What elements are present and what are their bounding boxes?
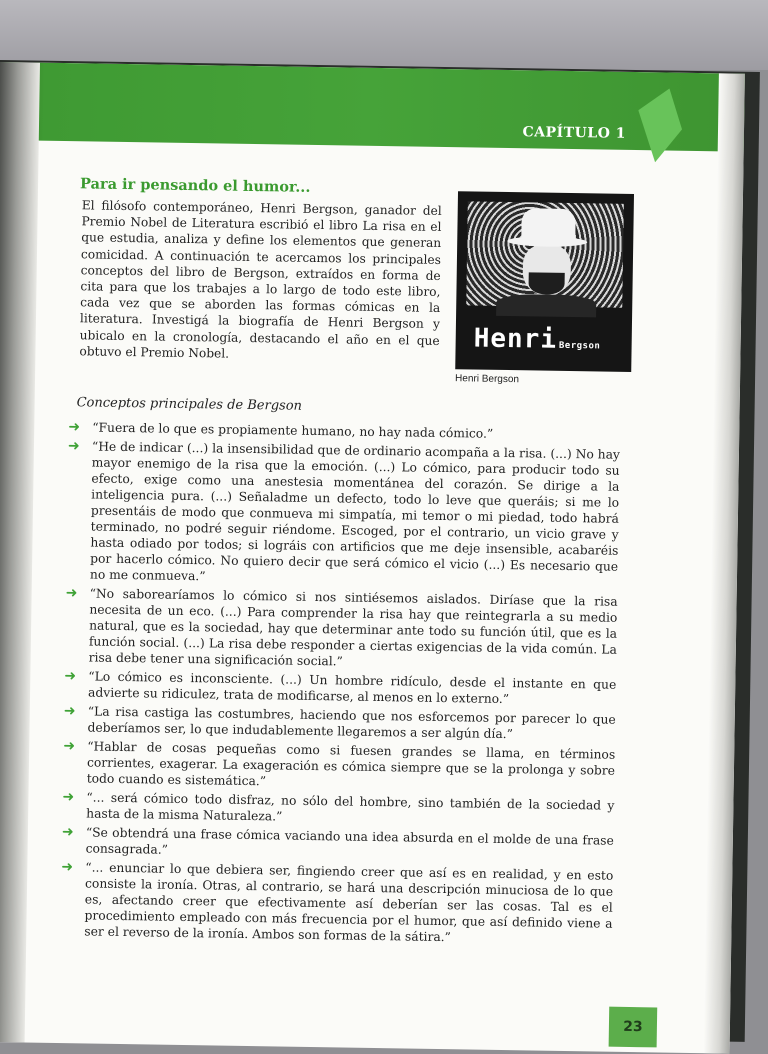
list-item: ➜ “La risa castiga las costumbres, haciendo que nos esforcemos por parecer lo que deberíamos ser, lo que indudablemente llegaremos a ser algún día.” bbox=[63, 703, 616, 742]
page-gutter-shadow bbox=[0, 62, 40, 1043]
arrow-right-icon: ➜ bbox=[61, 824, 74, 841]
list-item: ➜ “No saborearíamos lo cómico si nos sintiésemos aislados. Diríase que la risa necesita de un eco. (...) Para comprender la risa hay que reintegrarla a su medio natural, que es la sociedad, hay que determinar ante todo su función útil, que es la función social. (...) La risa debe responder a ciertas exigencias de la vida común. La risa debe tener una significación social.” bbox=[65, 585, 618, 669]
list-item: ➜ “Se obtendrá una frase cómica vaciando una idea absurda en el molde de una frase consagrada.” bbox=[61, 824, 614, 857]
arrow-right-icon: ➜ bbox=[68, 419, 81, 436]
list-item: ➜ “He de indicar (...) la insensibilidad que de ordinario acompaña a la risa. (...) No hay mayor enemigo de la risa que la emoción. (...) Lo cómico, para producir todo su efecto, exige como una anestesia momentánea del corazón. Se dirige a la inteligencia pura. (...) Señaladme un defecto, todo lo leve que queráis; si me lo presentáis de modo que conmueva mi simpatía, mi temor o mi piedad, todo habrá terminado, no podré seguir riéndome. Escoged, por el contrario, un vicio grave y hasta odiado por todos; si lográis con artificios que me deje insensible, acabaréis por hacerlo cómico. No quiero decir que será cómico el vicio (...) Es necesario que no me conmueva.” bbox=[67, 438, 621, 584]
chapter-label: CAPÍTULO 1 bbox=[522, 124, 627, 142]
arrow-right-icon: ➜ bbox=[64, 668, 77, 685]
page-number: 23 bbox=[609, 1007, 658, 1048]
arrow-right-icon: ➜ bbox=[63, 703, 76, 720]
arrow-right-icon: ➜ bbox=[65, 585, 78, 602]
list-item: ➜ “Lo cómico es inconsciente. (...) Un hombre ridículo, desde el instante en que advierte su ridiculez, trata de modificarse, al menos en lo externo.” bbox=[64, 668, 617, 707]
portrait-caption: Henri Bergson bbox=[454, 373, 520, 386]
arrow-right-icon: ➜ bbox=[62, 789, 75, 806]
arrow-right-icon: ➜ bbox=[67, 438, 80, 455]
list-item: ➜ “... será cómico todo disfraz, no sólo del hombre, sino también de la sociedad y hasta de la misma Naturaleza.” bbox=[62, 789, 615, 824]
arrow-right-icon: ➜ bbox=[61, 859, 74, 876]
list-item: ➜ “... enunciar lo que debiera ser, fingiendo creer que así es en realidad, y en esto consiste la ironía. Otras, al contrario, se hará una descripción minuciosa de lo que es, afectando creer que efectivamente así deberían ser las cosas. Tal es el procedimiento empleado con más frecuencia por el humor, que así definido viene a ser el reverso de la ironía. Ambos son formas de la sátira.” bbox=[61, 859, 614, 945]
section-title: Para ir pensando el humor... bbox=[79, 175, 311, 196]
quote-list bbox=[60, 419, 620, 951]
arrow-right-icon: ➜ bbox=[63, 738, 76, 755]
portrait-name-text: Henri Bergson bbox=[473, 323, 601, 355]
desk-background bbox=[0, 0, 768, 70]
list-item: ➜ “Fuera de lo que es propiamente humano, no hay nada cómico.” bbox=[68, 419, 494, 441]
concepts-heading: Conceptos principales de Bergson bbox=[76, 395, 303, 414]
book-page bbox=[0, 62, 745, 1054]
chapter-header-band bbox=[0, 62, 745, 152]
intro-paragraph: El filósofo contemporáneo, Henri Bergson, ganador del Premio Nobel de Literatura escribió el libro La risa en el que estudia, analiza y define los elementos que generan comicidad. A continuación te acercamos los principales conceptos del libro de Bergson, extraídos en forma de cita para que los trabajes a lo largo de todo este libro, cada vez que se aborden las formas cómicas en la literatura. Investigá la biografía de Henri Bergson y ubicalo en la cronología, destacando el año en el que obtuvo el Premio Nobel. bbox=[79, 198, 442, 361]
bergson-portrait bbox=[455, 191, 634, 372]
list-item: ➜ “Hablar de cosas pequeñas como si fuesen grandes se llama, en términos corrientes, exagerar. La exageración es cómica siempre que se la prolonga y sobre todo cuando es sistemática.” bbox=[63, 738, 616, 789]
